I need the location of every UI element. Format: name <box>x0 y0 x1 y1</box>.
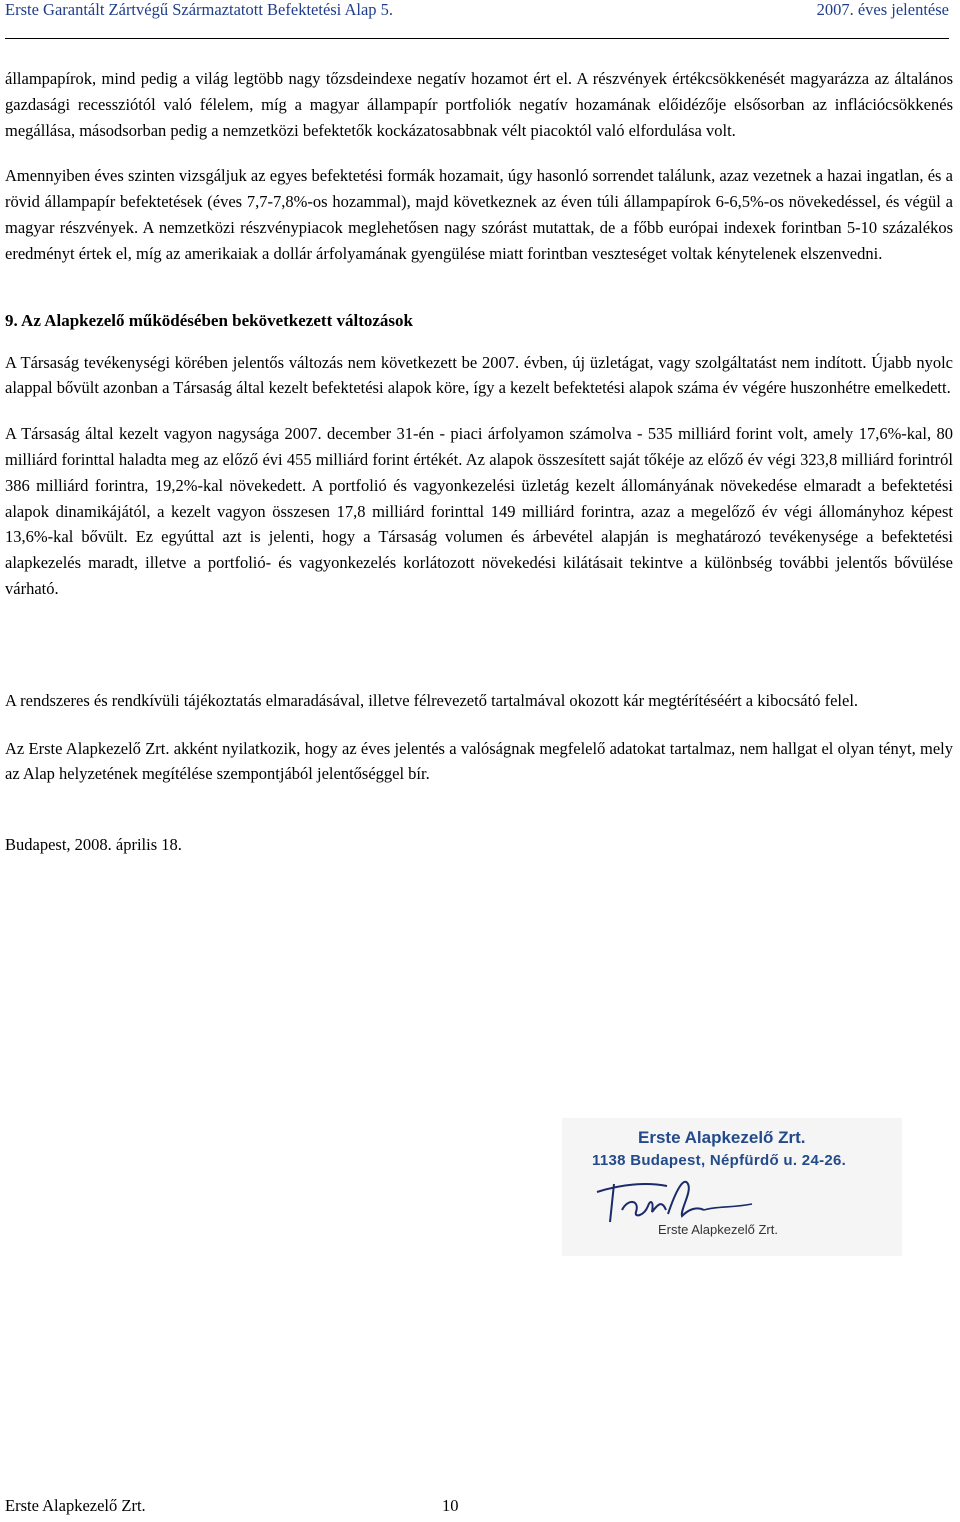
company-stamp-and-signature <box>562 1118 902 1256</box>
handwritten-signature <box>592 1170 762 1230</box>
stamp-company-name: Erste Alapkezelő Zrt. <box>638 1128 806 1147</box>
header-fund-title: Erste Garantált Zártvégű Származtatott Befektetési Alap 5. <box>5 0 394 19</box>
paragraph-activity-changes: A Társaság tevékenységi körében jelentős változás nem következett be 2007. évben, új üzletágat, vagy szolgáltatást nem indított. Újabb nyolc alappal bővült azonban a Társaság által kezelt befektetési alapok köre, így a kezelt befektetési alapok száma év végére huszonhétre emelkedett. <box>5 352 953 398</box>
section-heading: 9. Az Alapkezelő működésében bekövetkezett változások <box>5 310 413 330</box>
stamp-signatory-line: Erste Alapkezelő Zrt. <box>658 1222 778 1237</box>
footer-company: Erste Alapkezelő Zrt. <box>5 1496 146 1515</box>
paragraph-managed-assets: A Társaság által kezelt vagyon nagysága 2007. december 31-én - piaci árfolyamon számolva - 535 milliárd forint volt, amely 17,6%-kal, 80 milliárd forinttal haladta meg az előző évi 455 milliárd forint értékét. Az alapok összesített saját tőkéje az előző év végi 323,8 milliárd forintról 386 milliárd forintra, 19,2%-kal növekedett. A portfolió és vagyonkezelési üzletág kezelt állományának növekedése elmaradt a befektetési alapok dinamikájától, a kezelt vagyon összesen 17,8 milliárd forinttal 149 milliárd forintra, azaz a megelőző év végi állományhoz képest 13,6%-kal bővült. Ez egyúttal azt is jelenti, hogy a Társaság volumen és árbevétel alapján is meghatározó tevékenysége a befektetési alapkezelés maradt, illetve a portfolió- és vagyonkezelés korlátozott növekedési kilátásait tekintve a különbség további jelentős bővülése várható. <box>5 424 953 598</box>
stamp-address: 1138 Budapest, Népfürdő u. 24-26. <box>592 1152 847 1169</box>
paragraph-market-summary: állampapírok, mind pedig a világ legtöbb nagy tőzsdeindexe negatív hozamot ért el. A részvények értékcsökkenését magyarázza az általános gazdasági recessziótól való félelem, míg a magyar állampapír portfoliók negatív hozamának előidézője elsősorban az inflációcsökkenés megállása, másodsorban pedig a nemzetközi befektetők kockázatosabbnak vélt piacoktól való elfordulása volt. <box>5 69 953 140</box>
document-date: Budapest, 2008. április 18. <box>5 835 182 855</box>
page-number: 10 <box>442 1496 459 1515</box>
document-body <box>5 66 953 857</box>
page-header <box>5 0 949 39</box>
paragraph-annual-returns: Amennyiben éves szinten vizsgáljuk az egyes befektetési formák hozamait, úgy hasonló sorrendet találunk, azaz vezetnek a hazai ingatlan, és a rövid állampapír befektetések (éves 7,7-7,8%-os hozammal), majd következnek az éven túli állampapírok 6-6,5%-os növekedéssel, és végül a magyar részvények. A nemzetközi részvénypiacok meglehetősen nagy szórást mutattak, de a főbb európai indexek forintban 5-10 százalékos eredményt értek el, míg az amerikaiak a dollár árfolyamának gyengülése miatt forintban veszteséget voltak kénytelenek elszenvedni. <box>5 166 953 263</box>
paragraph-declaration: Az Erste Alapkezelő Zrt. akként nyilatkozik, hogy az éves jelentés a valóságnak megfelelő adatokat tartalmaz, nem hallgat el olyan tényt, mely az Alap helyzetének megítélése szempontjából jelentőséggel bír. <box>5 738 953 784</box>
header-report-year: 2007. éves jelentése <box>816 0 949 19</box>
paragraph-liability: A rendszeres és rendkívüli tájékoztatás elmaradásával, illetve félrevezető tartalmával okozott kár megtérítéséért a kibocsátó felel. <box>5 690 859 710</box>
